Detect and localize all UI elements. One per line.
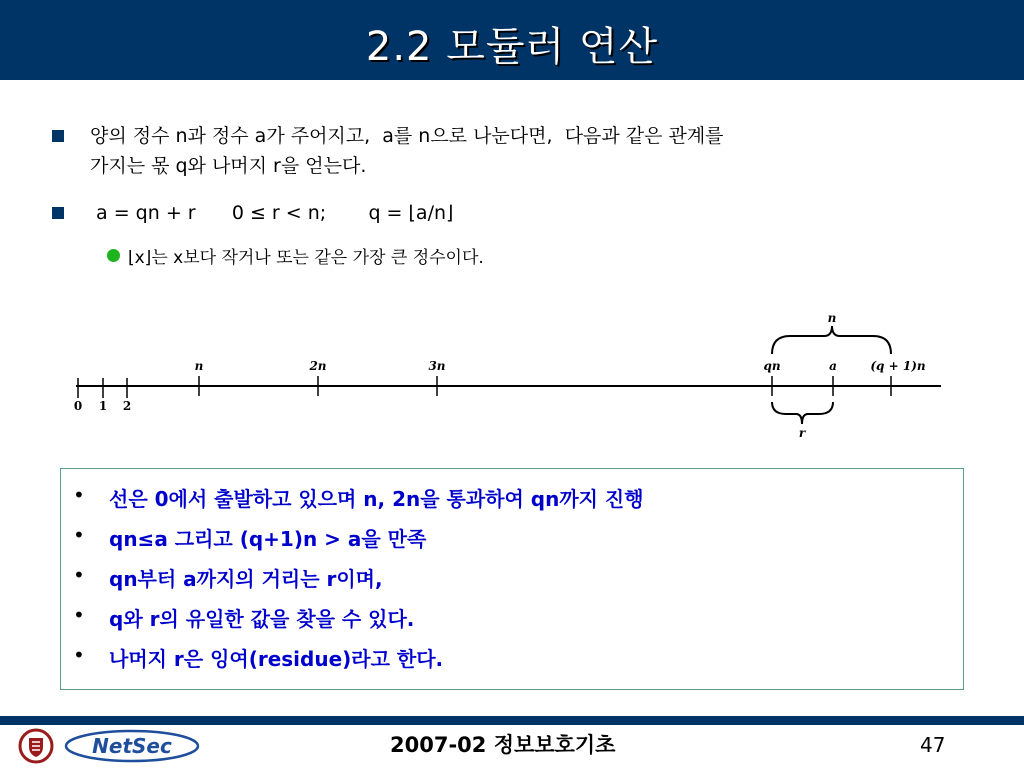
square-bullet-icon (52, 130, 64, 142)
bullet-dot-icon: • (73, 563, 85, 587)
bullet-1 (52, 122, 992, 182)
brace-bottom-label: r (798, 426, 806, 440)
bullet-dot-icon: • (73, 523, 85, 547)
footer-divider (0, 716, 1024, 725)
label-qn: qn (763, 359, 781, 373)
info-item-text: 선은 0에서 출발하고 있으며 n, 2n을 통과하여 qn까지 진행 (109, 487, 644, 511)
label-n: n (194, 359, 204, 373)
bullet-dot-icon: • (73, 603, 85, 627)
square-bullet-icon (52, 207, 64, 219)
info-box (60, 468, 964, 690)
netsec-logo-text: NetSec (92, 734, 172, 758)
label-a: a (829, 359, 837, 373)
label-2n: 2n (309, 359, 327, 373)
bullet-2 (52, 199, 752, 229)
bullet-1-line-2: 가지는 몫 q와 나머지 r을 얻는다. (90, 155, 367, 177)
label-q1n: (q + 1)n (870, 359, 926, 373)
label-2: 2 (122, 399, 132, 413)
bullet-2-formula: a = qn + r 0 ≤ r < n; q = ⌊a/n⌋ (90, 202, 454, 224)
green-dot-icon (107, 249, 120, 262)
label-3n: 3n (428, 359, 446, 373)
info-item-text: 나머지 r은 잉여(residue)라고 한다. (109, 647, 444, 671)
label-1: 1 (98, 399, 108, 413)
info-item-text: qn부터 a까지의 거리는 r이며, (109, 567, 383, 591)
number-line-diagram (0, 300, 1024, 450)
info-item (73, 603, 415, 643)
floor-definition: ⌊x⌋는 x보다 작거나 또는 같은 가장 큰 정수이다. (128, 248, 484, 268)
bullet-dot-icon: • (73, 643, 85, 667)
brace-top (772, 326, 891, 354)
info-item (73, 563, 383, 603)
info-item-text: q와 r의 유일한 값을 찾을 수 있다. (109, 607, 415, 631)
slide-title: 2.2 모듈러 연산 (365, 24, 659, 70)
info-item (73, 483, 644, 523)
brace-bottom (772, 402, 833, 424)
info-item (73, 523, 427, 563)
page-number: 47 (920, 733, 946, 757)
label-0: 0 (73, 399, 83, 413)
netsec-logo-icon (62, 728, 202, 764)
brace-top-label: n (827, 311, 837, 325)
bullet-1-line-1: 양의 정수 n과 정수 a가 주어지고, a를 n으로 나눈다면, 다음과 같은 관계를 (90, 125, 724, 147)
bullet-dot-icon: • (73, 483, 85, 507)
course-name: 2007-02 정보보호기초 (390, 733, 616, 757)
university-crest-icon (18, 728, 54, 764)
info-item (73, 643, 444, 683)
info-item-text: qn≤a 그리고 (q+1)n > a을 만족 (109, 527, 427, 551)
